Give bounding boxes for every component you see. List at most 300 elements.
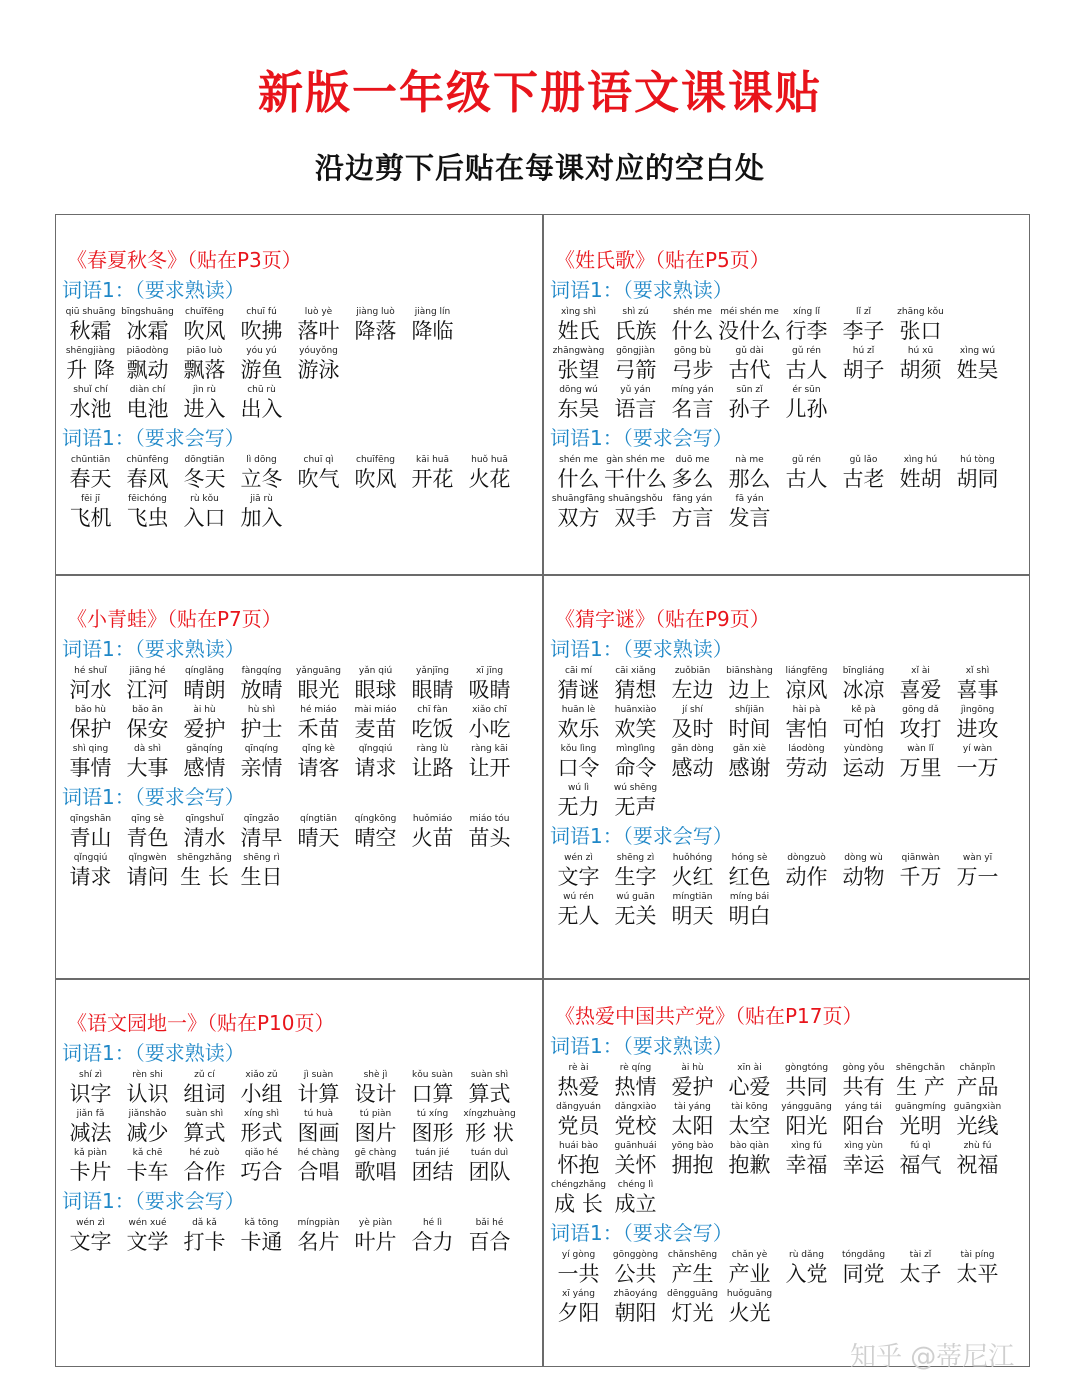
hanzi-word: 火花 — [468, 467, 511, 491]
word-item — [62, 1217, 119, 1255]
word-item — [290, 1217, 347, 1255]
word-item — [233, 743, 290, 781]
word-item — [664, 384, 721, 422]
lesson-panel — [62, 1008, 518, 1256]
hanzi-word: 冰凉 — [842, 678, 885, 702]
pinyin: suàn shì — [185, 1109, 224, 1119]
word-item — [233, 345, 290, 383]
pinyin: hú xū — [907, 346, 934, 356]
pinyin: qǐng kè — [302, 744, 335, 754]
pinyin: rè ài — [568, 1063, 589, 1073]
word-item — [233, 306, 290, 344]
word-item — [347, 743, 404, 781]
pinyin: huān lè — [561, 705, 596, 715]
word-item — [550, 782, 607, 820]
pinyin: wén zì — [564, 853, 593, 863]
hanzi-word: 氏族 — [614, 319, 657, 343]
pinyin: chūnfēng — [126, 455, 169, 465]
pinyin: yùndòng — [843, 744, 884, 754]
hanzi-word: 双手 — [614, 506, 657, 530]
word-row — [550, 704, 1006, 743]
hanzi-word: 护士 — [240, 717, 283, 741]
word-row — [550, 1179, 1006, 1218]
hanzi-word: 那么 — [728, 467, 771, 491]
hanzi-word: 图画 — [297, 1121, 340, 1145]
word-item — [835, 345, 892, 383]
hanzi-word: 卡通 — [240, 1230, 283, 1254]
word-item — [550, 1101, 607, 1139]
hanzi-word: 左边 — [671, 678, 714, 702]
word-item — [176, 454, 233, 492]
word-row — [62, 704, 518, 743]
word-item — [550, 384, 607, 422]
hanzi-word: 歌唱 — [354, 1160, 397, 1184]
word-item — [176, 384, 233, 422]
pinyin: nà me — [735, 455, 764, 465]
hanzi-word: 李子 — [842, 319, 885, 343]
word-item — [721, 1101, 778, 1139]
pinyin: yáng tái — [845, 1102, 882, 1112]
pinyin: xíng lǐ — [792, 307, 821, 317]
word-item — [290, 813, 347, 851]
word-item — [607, 1249, 664, 1287]
pinyin: chǎnshēng — [667, 1250, 718, 1260]
hanzi-word: 干什么 — [604, 467, 667, 491]
word-item — [664, 1249, 721, 1287]
hanzi-word: 识字 — [69, 1082, 112, 1106]
hanzi-word: 大事 — [126, 756, 169, 780]
hanzi-word: 叶片 — [354, 1230, 397, 1254]
hanzi-word: 禾苗 — [297, 717, 340, 741]
word-item — [664, 1101, 721, 1139]
section-label: 词语1：（要求会写） — [62, 785, 245, 809]
hanzi-word: 吹拂 — [240, 319, 283, 343]
hanzi-word: 幸运 — [842, 1153, 885, 1177]
hanzi-word: 方言 — [671, 506, 714, 530]
word-row — [550, 782, 1006, 821]
word-item — [664, 704, 721, 742]
word-item — [835, 454, 892, 492]
hanzi-word: 灯光 — [671, 1301, 714, 1325]
word-row — [62, 306, 518, 345]
pinyin: shēngzhǎng — [177, 853, 232, 863]
word-row — [550, 1062, 1006, 1101]
word-item — [550, 891, 607, 929]
hanzi-word: 关怀 — [614, 1153, 657, 1177]
section-label: 词语1：（要求熟读） — [550, 278, 733, 302]
pinyin: chuīfēng — [356, 455, 395, 465]
word-item — [718, 306, 781, 344]
word-item — [404, 1069, 461, 1107]
hanzi-word: 苗头 — [468, 826, 511, 850]
pinyin: bǎi hé — [475, 1218, 504, 1228]
hanzi-word: 一共 — [557, 1262, 600, 1286]
hanzi-word: 万里 — [899, 756, 942, 780]
pinyin: shēng zì — [616, 853, 655, 863]
word-item — [62, 1108, 119, 1146]
hanzi-word: 公共 — [614, 1262, 657, 1286]
pinyin: dà shì — [134, 744, 161, 754]
pinyin: fēi jī — [80, 494, 101, 504]
pinyin: qīnqíng — [244, 744, 279, 754]
word-item — [949, 454, 1006, 492]
hanzi-word: 一万 — [956, 756, 999, 780]
word-row — [550, 493, 1006, 532]
hanzi-word: 出入 — [240, 397, 283, 421]
pinyin: huǒguāng — [726, 1289, 773, 1299]
pinyin: yángguāng — [781, 1102, 832, 1112]
pinyin: dōngtiān — [184, 455, 225, 465]
word-item — [550, 1288, 607, 1326]
word-item — [233, 493, 290, 531]
hanzi-word: 卡车 — [126, 1160, 169, 1184]
pinyin: ràng lù — [416, 744, 449, 754]
hanzi-word: 千万 — [899, 865, 942, 889]
pinyin: wú shēng — [613, 783, 658, 793]
pinyin: rù kǒu — [190, 494, 219, 504]
pinyin: qǐngqiú — [358, 744, 393, 754]
word-item — [892, 1062, 949, 1100]
word-item — [347, 1147, 404, 1185]
hanzi-word: 行李 — [785, 319, 828, 343]
hanzi-word: 入口 — [183, 506, 226, 530]
word-item — [347, 1069, 404, 1107]
hanzi-word: 飘动 — [126, 358, 169, 382]
word-item — [892, 1249, 949, 1287]
pinyin: hé miáo — [300, 705, 337, 715]
word-row — [62, 493, 518, 532]
word-item — [347, 704, 404, 742]
word-item — [62, 743, 119, 781]
word-item — [949, 345, 1006, 383]
hanzi-word: 光明 — [899, 1114, 942, 1138]
word-item — [721, 743, 778, 781]
pinyin: qǐngqiú — [73, 853, 108, 863]
pinyin: shuāngshǒu — [608, 494, 663, 504]
pinyin: huǒmiáo — [412, 814, 453, 824]
hanzi-word: 儿孙 — [785, 397, 828, 421]
pinyin: rèn shi — [132, 1070, 163, 1080]
hanzi-word: 明天 — [671, 904, 714, 928]
hanzi-word: 清水 — [183, 826, 226, 850]
pinyin: huái bào — [558, 1141, 599, 1151]
pinyin: luò yè — [304, 307, 333, 317]
word-item — [607, 743, 664, 781]
word-item — [664, 665, 721, 703]
word-item — [664, 345, 721, 383]
word-row — [62, 384, 518, 423]
pinyin: qiānwàn — [901, 853, 940, 863]
hanzi-word: 放晴 — [240, 678, 283, 702]
hanzi-word: 眼光 — [297, 678, 340, 702]
hanzi-word: 古人 — [785, 358, 828, 382]
hanzi-word: 弓步 — [671, 358, 714, 382]
word-item — [721, 384, 778, 422]
pinyin: yóu yú — [246, 346, 277, 356]
word-item — [778, 306, 835, 344]
word-item — [233, 384, 290, 422]
word-row — [62, 1217, 518, 1256]
pinyin: shuǐ chí — [73, 385, 108, 395]
pinyin: xiǎo zǔ — [245, 1070, 278, 1080]
hanzi-word: 张望 — [557, 358, 600, 382]
pinyin: huānxiào — [614, 705, 657, 715]
pinyin: huǒhóng — [672, 853, 713, 863]
word-item — [778, 1249, 835, 1287]
word-item — [892, 1140, 949, 1178]
hanzi-word: 党校 — [614, 1114, 657, 1138]
hanzi-word: 算式 — [183, 1121, 226, 1145]
pinyin: bǎo hù — [74, 705, 106, 715]
word-item — [176, 1069, 233, 1107]
word-item — [778, 743, 835, 781]
word-item — [233, 454, 290, 492]
lesson-panel — [62, 604, 518, 891]
word-item — [233, 704, 290, 742]
hanzi-word: 卡片 — [69, 1160, 112, 1184]
word-item — [664, 493, 721, 531]
word-item — [176, 852, 233, 890]
lesson-title: 《春夏秋冬》（贴在P3页） — [67, 248, 302, 272]
word-item — [62, 704, 119, 742]
hanzi-word: 时间 — [728, 717, 771, 741]
word-item — [290, 306, 347, 344]
hanzi-word: 感动 — [671, 756, 714, 780]
pinyin: shén me — [673, 307, 712, 317]
hanzi-word: 让路 — [411, 756, 454, 780]
word-item — [664, 891, 721, 929]
word-item — [664, 454, 721, 492]
pinyin: piāo luò — [186, 346, 223, 356]
word-item — [721, 345, 778, 383]
word-item — [176, 665, 233, 703]
hanzi-word: 胡须 — [899, 358, 942, 382]
word-item — [233, 813, 290, 851]
word-item — [461, 743, 518, 781]
word-item — [607, 665, 664, 703]
word-item — [176, 704, 233, 742]
hanzi-word: 降落 — [354, 319, 397, 343]
word-row — [550, 454, 1006, 493]
word-item — [62, 345, 119, 383]
pinyin: xǐ ài — [911, 666, 930, 676]
word-item — [550, 306, 607, 344]
section-label: 词语1：（要求熟读） — [550, 637, 733, 661]
pinyin: chuī fú — [246, 307, 277, 317]
word-item — [290, 743, 347, 781]
pinyin: gē chàng — [354, 1148, 397, 1158]
word-item — [119, 852, 176, 890]
word-item — [119, 813, 176, 851]
hanzi-word: 保安 — [126, 717, 169, 741]
word-item — [607, 1288, 664, 1326]
pinyin: wú lì — [568, 783, 589, 793]
pinyin: sūn zǐ — [736, 385, 763, 395]
pinyin: shén me — [559, 455, 598, 465]
word-item — [233, 1147, 290, 1185]
hanzi-word: 吹气 — [297, 467, 340, 491]
hanzi-word: 形式 — [240, 1121, 283, 1145]
word-row — [62, 345, 518, 384]
pinyin: hé chàng — [297, 1148, 340, 1158]
word-item — [347, 813, 404, 851]
lesson-panel — [550, 604, 1006, 930]
pinyin: qǐngwèn — [128, 853, 167, 863]
pinyin: mài miáo — [354, 705, 397, 715]
word-item — [461, 1069, 518, 1107]
word-item — [290, 1108, 347, 1146]
pinyin: tài yáng — [674, 1102, 711, 1112]
word-item — [835, 306, 892, 344]
hanzi-word: 打卡 — [183, 1230, 226, 1254]
pinyin: xǐ shì — [965, 666, 990, 676]
pinyin: shí zì — [79, 1070, 102, 1080]
pinyin: yǎnguāng — [296, 666, 341, 676]
word-row — [62, 852, 518, 891]
word-row — [550, 1249, 1006, 1288]
word-item — [119, 384, 176, 422]
word-row — [62, 1147, 518, 1186]
pinyin: tuán jié — [415, 1148, 450, 1158]
pinyin: yí wàn — [962, 744, 993, 754]
hanzi-word: 动物 — [842, 865, 885, 889]
word-item — [721, 1288, 778, 1326]
pinyin: tuán duì — [470, 1148, 509, 1158]
hanzi-word: 火光 — [728, 1301, 771, 1325]
hanzi-word: 眼睛 — [411, 678, 454, 702]
section-label: 词语1：（要求熟读） — [550, 1034, 733, 1058]
hanzi-word: 姓氏 — [557, 319, 600, 343]
word-row — [550, 384, 1006, 423]
pinyin: wàn lǐ — [907, 744, 934, 754]
word-row — [550, 665, 1006, 704]
hanzi-word: 落叶 — [297, 319, 340, 343]
pinyin: lǐ zǐ — [855, 307, 872, 317]
hanzi-word: 减法 — [69, 1121, 112, 1145]
hanzi-word: 冬天 — [183, 467, 226, 491]
section-label: 词语1：（要求会写） — [550, 426, 733, 450]
word-item — [550, 493, 607, 531]
pinyin: méi shén me — [720, 307, 779, 317]
hanzi-word: 进攻 — [956, 717, 999, 741]
hanzi-word: 猜想 — [614, 678, 657, 702]
word-item — [404, 813, 461, 851]
pinyin: miáo tóu — [469, 814, 510, 824]
word-item — [404, 1147, 461, 1185]
word-item — [233, 1217, 290, 1255]
hanzi-word: 太子 — [899, 1262, 942, 1286]
hanzi-word: 祝福 — [956, 1153, 999, 1177]
hanzi-word: 欢乐 — [557, 717, 600, 741]
word-item — [607, 384, 664, 422]
pinyin: yè piàn — [358, 1218, 393, 1228]
pinyin: gòngtóng — [784, 1063, 829, 1073]
pinyin: kǎ piàn — [73, 1148, 108, 1158]
hanzi-word: 团队 — [468, 1160, 511, 1184]
word-item — [119, 1108, 176, 1146]
hanzi-word: 古老 — [842, 467, 885, 491]
hanzi-word: 红色 — [728, 865, 771, 889]
hanzi-word: 江河 — [126, 678, 169, 702]
word-item — [176, 1108, 233, 1146]
pinyin: gōngjiàn — [616, 346, 655, 356]
pinyin: rù dǎng — [789, 1250, 824, 1260]
pinyin: xī jīng — [475, 666, 504, 676]
word-row — [550, 1288, 1006, 1327]
word-item — [62, 454, 119, 492]
pinyin: gòng yǒu — [842, 1063, 885, 1073]
word-row — [550, 1101, 1006, 1140]
hanzi-word: 感情 — [183, 756, 226, 780]
hanzi-word: 请问 — [126, 865, 169, 889]
pinyin: yǎn qiú — [358, 666, 393, 676]
pinyin: fú qì — [910, 1141, 931, 1151]
word-item — [550, 852, 607, 890]
hanzi-word: 设计 — [354, 1082, 397, 1106]
word-row — [550, 345, 1006, 384]
word-row — [62, 454, 518, 493]
hanzi-word: 冰霜 — [126, 319, 169, 343]
pinyin: shì zú — [622, 307, 649, 317]
word-item — [607, 345, 664, 383]
word-item — [62, 306, 119, 344]
pinyin: láodòng — [788, 744, 825, 754]
hanzi-word: 爱护 — [671, 1075, 714, 1099]
word-item — [347, 306, 404, 344]
word-item — [835, 1101, 892, 1139]
word-item — [721, 852, 778, 890]
word-item — [607, 306, 664, 344]
hanzi-word: 无力 — [557, 795, 600, 819]
pinyin: rè qíng — [619, 1063, 652, 1073]
word-item — [664, 852, 721, 890]
hanzi-word: 万一 — [956, 865, 999, 889]
word-item — [62, 384, 119, 422]
word-item — [290, 1069, 347, 1107]
hanzi-word: 胡同 — [956, 467, 999, 491]
hanzi-word: 心爱 — [728, 1075, 771, 1099]
hanzi-word: 及时 — [671, 717, 714, 741]
hanzi-word: 太空 — [728, 1114, 771, 1138]
hanzi-word: 动作 — [785, 865, 828, 889]
hanzi-word: 吹风 — [354, 467, 397, 491]
pinyin: chǎn yè — [731, 1250, 768, 1260]
word-item — [604, 454, 667, 492]
word-item — [62, 493, 119, 531]
pinyin: qīngzǎo — [243, 814, 280, 824]
pinyin: chū rù — [247, 385, 276, 395]
pinyin: qíngkōng — [354, 814, 397, 824]
pinyin: chuīfēng — [185, 307, 224, 317]
pinyin: qīng sè — [131, 814, 164, 824]
hanzi-word: 算式 — [468, 1082, 511, 1106]
pinyin: wú rén — [563, 892, 594, 902]
word-item — [461, 704, 518, 742]
word-item — [550, 1062, 607, 1100]
pinyin: ràng kāi — [471, 744, 508, 754]
word-item — [290, 1147, 347, 1185]
hanzi-word: 进入 — [183, 397, 226, 421]
word-item — [607, 704, 664, 742]
pinyin: dǎngyuán — [556, 1102, 601, 1112]
lesson-panel — [62, 245, 518, 532]
word-item — [607, 1140, 664, 1178]
hanzi-word: 共有 — [842, 1075, 885, 1099]
pinyin: duō me — [675, 455, 710, 465]
pinyin: chéngzhǎng — [551, 1180, 606, 1190]
hanzi-word: 游鱼 — [240, 358, 283, 382]
pinyin: jiā rù — [250, 494, 273, 504]
